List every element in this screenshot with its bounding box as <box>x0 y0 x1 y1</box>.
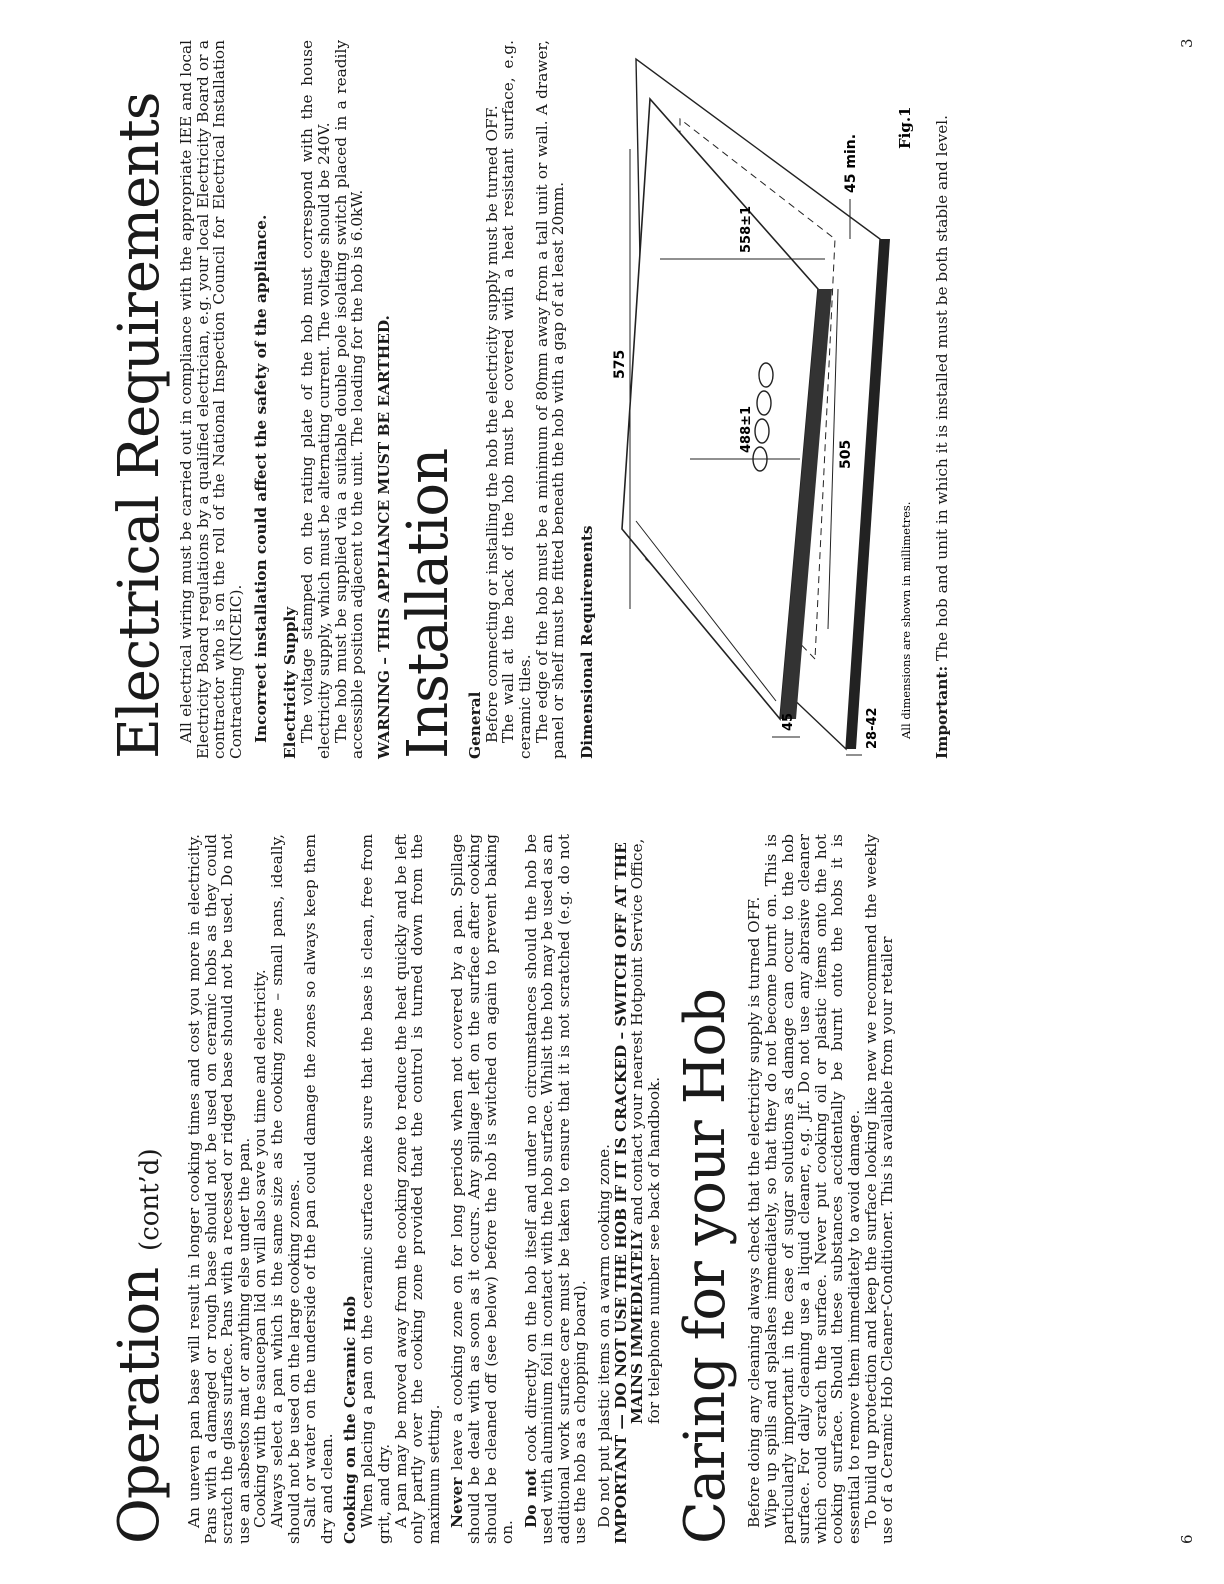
worktop-edge <box>846 239 890 749</box>
knob-icon <box>755 419 769 443</box>
knob-icon <box>759 363 773 387</box>
paragraph: To build up protection and keep the surface looking like new we recommend the weekly use of a Ceramic Hob Cleaner-Conditioner. This is available from your retailer <box>861 834 897 1544</box>
paragraph: An uneven pan base will result in longer cooking times and cost you more in electricity. Pans with a damaged or rough base should not be used on ceramic hobs as they could scratch the glass surface. Pans with a recessed or ridged base should not be used. Do not use an asbestos mat or anything else under the pan. <box>185 834 253 1544</box>
dimension-line-505 <box>828 289 838 629</box>
installation-title: Installation <box>395 448 461 759</box>
dim-488: 488±1 <box>738 405 754 453</box>
right-page <box>0 0 1224 789</box>
dim-45-min: 45 min. <box>842 133 859 193</box>
section-heading: General <box>465 691 484 759</box>
paragraph: The wall at the back of the hob must be covered with a heat resistant surface, e.g. ceramic tiles. <box>499 40 534 759</box>
hob-installation-figure <box>600 40 920 759</box>
figure-caption: All dimensions are shown in millimetres. <box>898 501 913 739</box>
knob-icon <box>757 391 771 415</box>
paragraph: All electrical wiring must be carried out in compliance with the appropriate IEE and local Electricity Board regulations by a qualified electrician, e.g. your local Electricity Board or a contractor who is on the roll of the National Inspection Council for Electrical Installation Contracting (NICEIC). <box>177 40 245 759</box>
section-heading: Cooking on the Ceramic Hob <box>341 1296 360 1544</box>
paragraph: A pan may be moved away from the cooking zone to reduce the heat quickly and be left only partly over the cooking zone provided that the control is turned down from the maximum setting. <box>391 834 443 1544</box>
caring-title: Caring for your Hob <box>673 988 739 1544</box>
dim-28-42: 28-42 <box>864 707 880 749</box>
paragraph: Wipe up spills and splashes immediately, so that they do not become burnt on. This is particularly important in the case of sugar solutions as damage can occur to the hob surface. For daily cleaning use a liquid cleaner, e.g. Jif. Do not use any abrasive cleaner which could scratch the surface. Never put cooking oil or plastic items onto the hot cooking surface. Should these substances accidentally be burnt onto the hobs it is essential to remove them immediately to avoid damage. <box>762 834 863 1544</box>
page-number: 3 <box>1178 38 1196 48</box>
hob-dimension-diagram <box>600 40 920 759</box>
dim-558: 558±1 <box>738 205 754 253</box>
paragraph: The hob must be supplied via a suitable double pole isolating switch placed in a readily accessible position adjacent to the unit. The loading for the hob is 6.0kW. <box>331 40 367 759</box>
paragraph: Before connecting or installing the hob the electricity supply must be turned OFF. <box>482 105 501 743</box>
paragraph: Salt or water on the underside of the pan could damage the zones so always keep them dry and clean. <box>301 834 336 1544</box>
important-warning: IMPORTANT — DO NOT USE THE HOB IF IT IS CRACKED – SWITCH OFF AT THE MAINS IMMEDIATELY and contact your nearest Hotpoint Service Office, for telephone number see back of handbook. <box>611 838 663 1544</box>
electrical-title: Electrical Requirements <box>107 92 172 759</box>
never-paragraph: Never leave a cooking zone on for long periods when not covered by a pan. Spillage should be dealt with as soon as it occurs. Any spillage left on the surface after cooking should be cleaned off (see below) before the hob is switched on again to prevent baking on. <box>448 834 517 1544</box>
paragraph: Before doing any cleaning always check that the electricity supply is turned OFF. <box>745 896 764 1528</box>
figure-label: Fig.1 <box>895 106 914 149</box>
earth-warning: WARNING – THIS APPLIANCE MUST BE EARTHED. <box>374 315 393 759</box>
dim-575: 575 <box>611 349 628 379</box>
important-note: Important: The hob and unit in which it is installed must be both stable and level. <box>932 114 951 759</box>
section-heading: Dimensional Requirements <box>577 525 596 759</box>
paragraph: When placing a pan on the ceramic surface make sure that the base is clean, free from grit, and dry. <box>358 834 393 1544</box>
safety-note: Incorrect installation could affect the safety of the appliance. <box>252 214 271 743</box>
left-page <box>0 794 1224 1584</box>
dim-45: 45 <box>780 712 796 731</box>
paragraph: Always select a pan which is the same size as the cooking zone – small pans, ideally, should not be used on the large cooking zones. <box>267 834 303 1544</box>
paragraph: The edge of the hob must be a minimum of 80mm away from a tall unit or wall. A drawer, panel or shelf must be fitted beneath the hob with a gap of at least 20mm. <box>532 40 568 759</box>
dim-505: 505 <box>837 439 854 469</box>
paragraph: The voltage stamped on the rating plate of the hob must correspond with the house electricity supply, which must be alternating current. The voltage should be 240V. <box>298 40 333 759</box>
page-number: 6 <box>1178 1534 1196 1544</box>
operation-title: Operation (cont’d) <box>107 1148 172 1544</box>
operation-subtitle: (cont’d) <box>135 1148 165 1251</box>
donot-paragraph: Do not cook directly on the hob itself and under no circumstances should the hob be used with aluminium foil in contact with the hob surface. Whilst the hob may be used as an additional work surface care must be taken to ensure that it is not scratched (e.g. do not use the hob as a chopping board). <box>521 833 590 1544</box>
paragraph: Do not put plastic items on a warm cooking zone. <box>595 1144 614 1528</box>
paragraph: Cooking with the saucepan lid on will also save you time and electricity. <box>251 969 270 1528</box>
section-heading: Electricity Supply <box>281 606 300 759</box>
